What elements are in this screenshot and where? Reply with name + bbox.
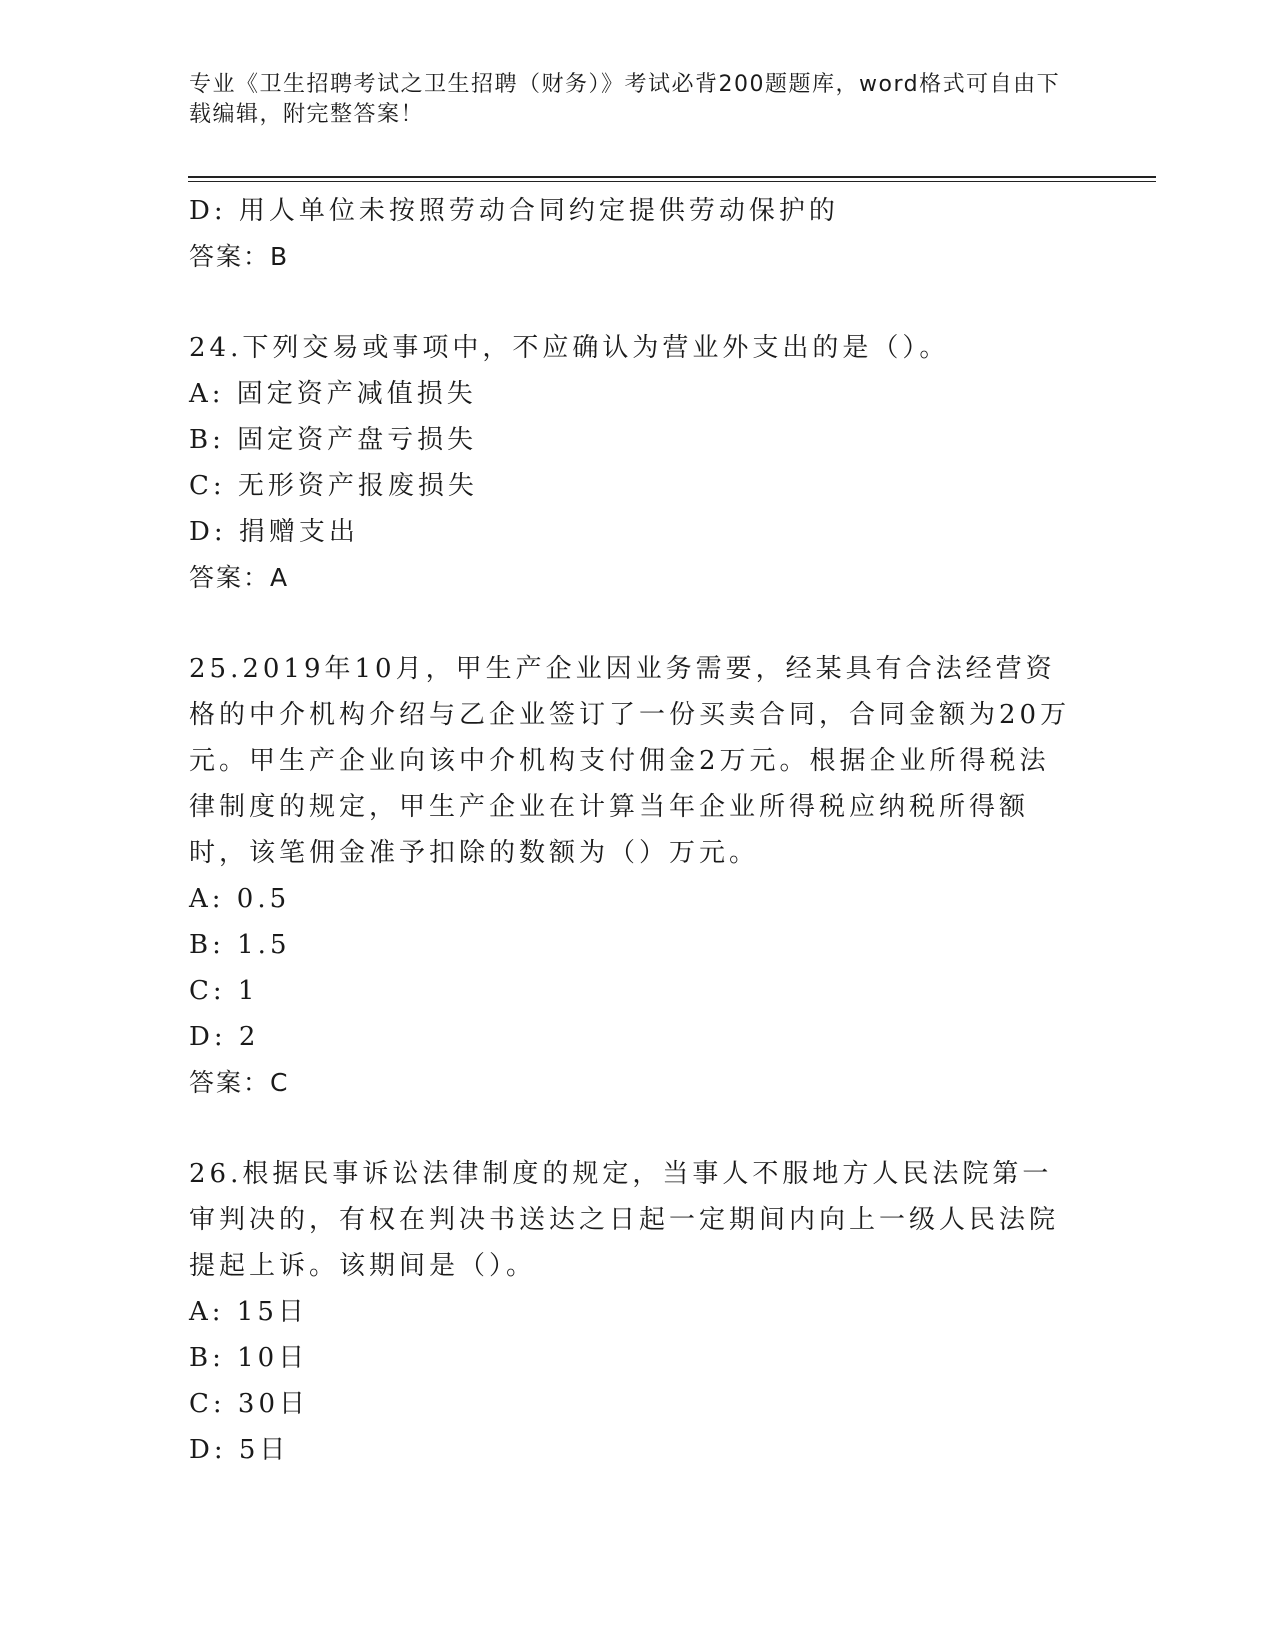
prev-answer: 答案：B [189,242,290,271]
question-26-option-a: A: 15日 [189,1297,308,1327]
question-24-option-d: D: 捐赠支出 [189,517,359,547]
question-25-option-b: B: 1.5 [189,930,291,960]
question-26-stem: 26.根据民事诉讼法律制度的规定，当事人不服地方人民法院第一审判决的，有权在判决书送达之日起一定期间内向上一级人民法院提起上诉。该期间是（）。 [189,1159,1060,1281]
question-25-option-d: D: 2 [189,1022,260,1052]
question-24-option-a: A: 固定资产减值损失 [189,379,477,409]
page-header: 专业《卫生招聘考试之卫生招聘（财务）》考试必背200题题库，word格式可自由下载编辑，附完整答案！ [189,72,1061,127]
question-25-option-a: A: 0.5 [189,884,291,914]
question-26-option-c: C: 30日 [189,1389,310,1419]
question-24-stem: 24.下列交易或事项中，不应确认为营业外支出的是（）。 [189,333,950,363]
spacer [189,601,1079,646]
header-divider [188,176,1156,178]
question-25-option-c: C: 1 [189,976,259,1006]
question-24-option-c: C: 无形资产报废损失 [189,471,478,501]
question-24-option-b: B: 固定资产盘亏损失 [189,425,478,455]
prev-option-d: D: 用人单位未按照劳动合同约定提供劳动保护的 [189,196,839,226]
question-25-answer: 答案：C [189,1068,290,1097]
spacer [189,1106,1079,1151]
question-26-option-b: B: 10日 [189,1343,309,1373]
question-24-answer: 答案：A [189,563,290,592]
spacer [189,280,1079,325]
question-26-option-d: D: 5日 [189,1435,290,1465]
question-content [189,188,1079,1473]
question-25-stem: 25.2019年10月，甲生产企业因业务需要，经某具有合法经营资格的中介机构介绍与乙企业签订了一份买卖合同，合同金额为20万元。甲生产企业向该中介机构支付佣金2万元。根据企业所得税法律制度的规定，甲生产企业在计算当年企业所得税应纳税所得额时，该笔佣金准予扣除的数额为（）万元。 [189,654,1071,868]
header-divider-thin [188,181,1156,182]
